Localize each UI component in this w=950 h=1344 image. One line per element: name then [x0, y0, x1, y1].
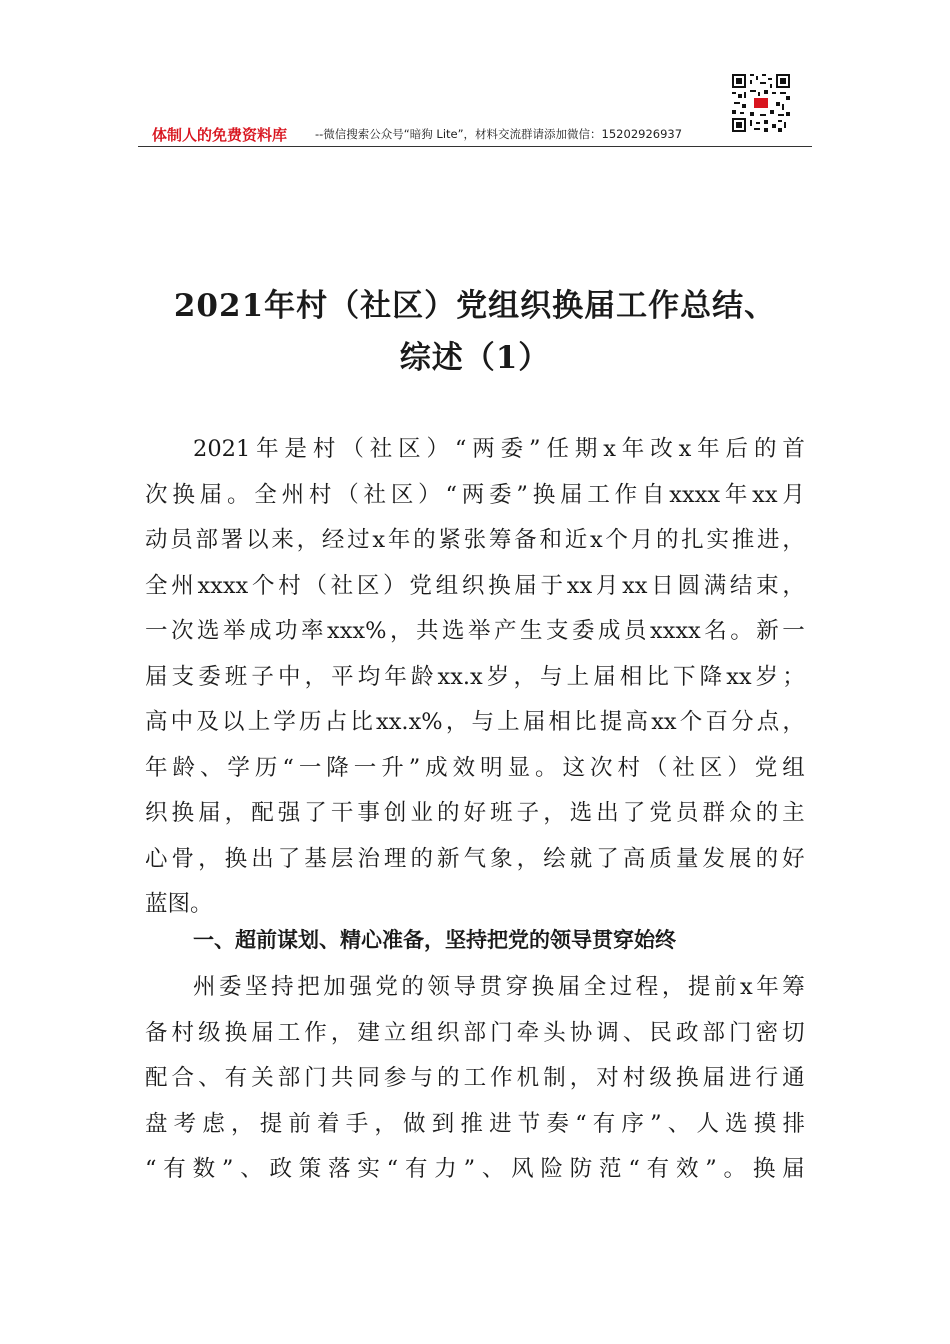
body-text-line: 盘 考 虑 ， 提 前 着 手 ， 做 到 推 进 节 奏 “ 有 序 ” 、 人 选 摸 排: [145, 1110, 805, 1137]
page-header: [138, 68, 812, 147]
header-note: --微信搜索公众号“暗狗 Lite”，材料交流群请添加微信：15202926937: [315, 127, 683, 141]
header-brand: 体制人的免费资料库: [152, 126, 288, 144]
body-text-line: 次 换 届 。 全 州 村 （ 社 区 ） “ 两 委 ” 换 届 工 作 自 xxxx 年 xx 月: [145, 481, 805, 508]
qr-code-icon: [730, 72, 792, 134]
body-text-line: 备 村 级 换 届 工 作 ， 建 立 组 织 部 门 牵 头 协 调 、 民 政 部 门 密 切: [145, 1019, 805, 1046]
body-text-line: 一 次 选 举 成 功 率 xxx% ， 共 选 举 产 生 支 委 成 员 xxxx 名 。 新 一: [145, 618, 805, 644]
body-text-line: 年 龄 、 学 历 “ 一 降 一 升 ” 成 效 明 显 。 这 次 村 （ 社 区 ） 党 组: [145, 754, 805, 781]
section-heading-1: 一、超前谋划、精心准备，坚持把党的领导贯穿始终: [193, 928, 676, 952]
body-text-line: 蓝图。: [145, 891, 213, 917]
body-text-line: 配 合 、 有 关 部 门 共 同 参 与 的 工 作 机 制 ， 对 村 级 换 届 进 行 通: [145, 1065, 805, 1091]
body-text-line: 全 州 xxxx 个 村 （ 社 区 ） 党 组 织 换 届 于 xx 月 xx 日 圆 满 结 束 ，: [145, 572, 805, 599]
body-text-line: 高 中 及 以 上 学 历 占 比 xx.x% ， 与 上 届 相 比 提 高 xx 个 百 分 点 ，: [145, 709, 805, 735]
body-text-line: 州 委 坚 持 把 加 强 党 的 领 导 贯 穿 换 届 全 过 程 ， 提 前 x 年 筹: [193, 974, 805, 1000]
body-text-line: 届 支 委 班 子 中 ， 平 均 年 龄 xx.x 岁 ， 与 上 届 相 比 下 降 xx 岁 ；: [145, 663, 805, 690]
document-title-line-2: 综述（1）: [399, 340, 551, 376]
body-text-line: 动 员 部 署 以 来 ， 经 过 x 年 的 紧 张 筹 备 和 近 x 个 月 的 扎 实 推 进 ，: [145, 527, 805, 553]
document-title-line-1: 2021年村（社区）党组织换届工作总结、: [173, 288, 777, 324]
body-text-line: 心 骨 ， 换 出 了 基 层 治 理 的 新 气 象 ， 绘 就 了 高 质 量 发 展 的 好: [145, 845, 805, 872]
body-text-line: “ 有 数 ” 、 政 策 落 实 “ 有 力 ” 、 风 险 防 范 “ 有 效 ” 。 换 届: [145, 1156, 805, 1182]
body-text-line: 2021 年 是 村 （ 社 区 ） “ 两 委 ” 任 期 x 年 改 x 年 后 的 首: [193, 436, 805, 462]
body-text-line: 织 换 届 ， 配 强 了 干 事 创 业 的 好 班 子 ， 选 出 了 党 员 群 众 的 主: [145, 800, 805, 826]
